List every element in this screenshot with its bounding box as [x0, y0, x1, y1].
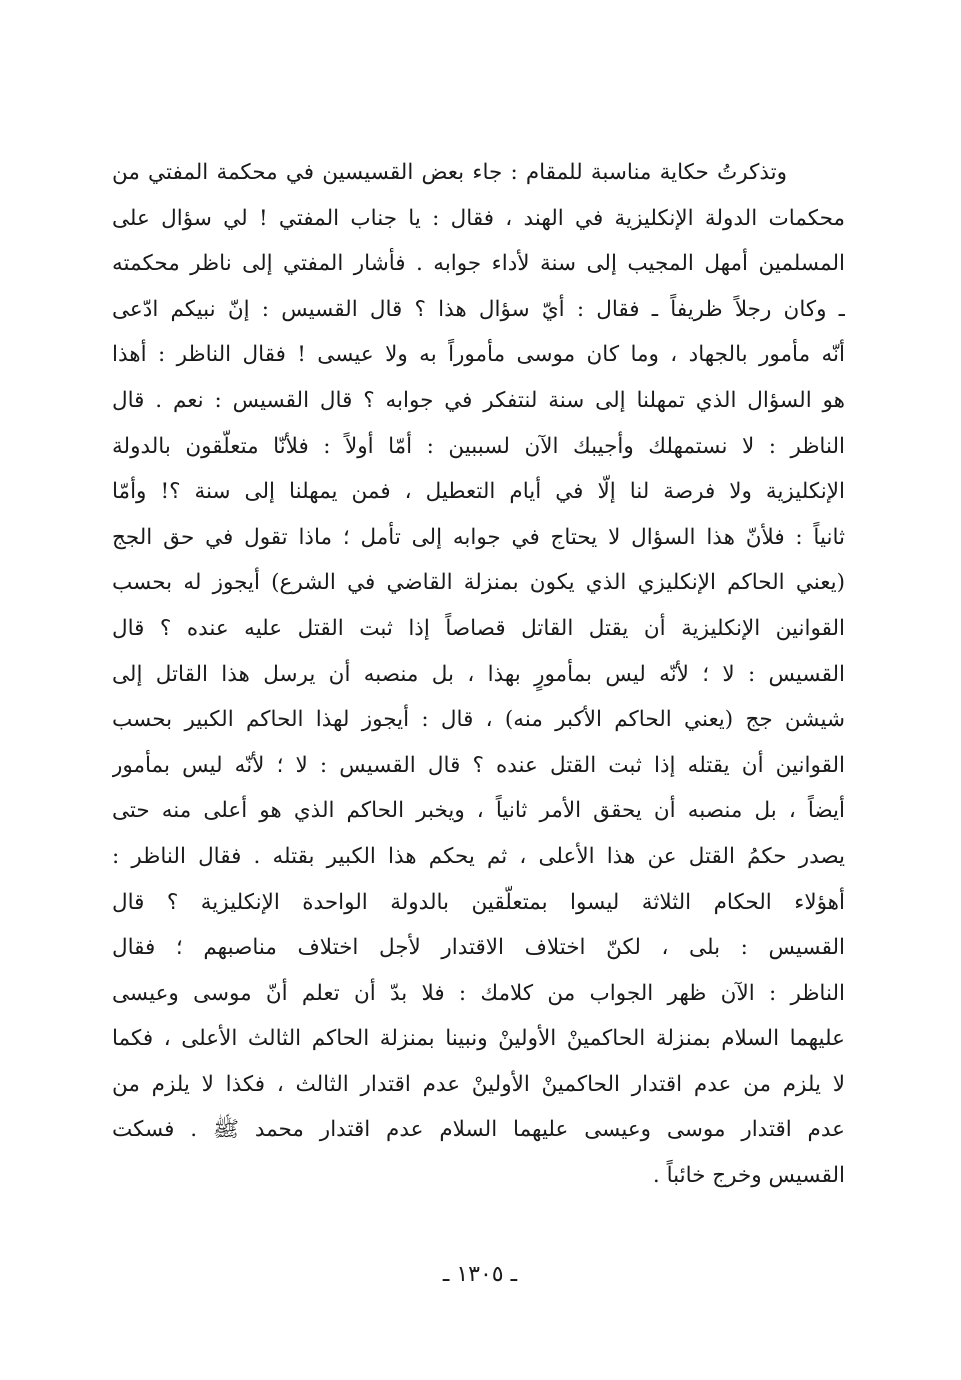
text-line: أيضاً ، بل منصبه أن يحقق الأمر ثانياً ، ويخبر الحاكم الذي هو أعلى منه حتى	[112, 798, 845, 824]
text-line: شيشن جج (يعني الحاكم الأكبر منه) ، قال : أيجوز لهذا الحاكم الكبير بحسب	[112, 707, 845, 733]
body-text	[112, 150, 845, 1199]
text-line: الإنكليزية ولا فرصة لنا إلّا في أيام التعطيل ، فمن يمهلنا إلى سنة ؟! وأمّا	[112, 479, 845, 505]
text-line: عليهما السلام بمنزلة الحاكمينْ الأولينْ ونبينا بمنزلة الحاكم الثالث الأعلى ، فكما	[112, 1026, 845, 1052]
text-line: القوانين أن يقتله إذا ثبت القتل عنده ؟ قال القسيس : لا ؛ لأنّه ليس بمأمور	[112, 752, 845, 778]
text-line: الناظر : الآن ظهر الجواب من كلامك : فلا بدّ أن تعلم أنّ موسى وعيسى	[112, 980, 845, 1006]
text-line: ثانياً : فلأنّ هذا السؤال لا يحتاج في جوابه إلى تأمل ؛ ماذا تقول في حق الجج	[112, 524, 845, 550]
text-line: القسيس : بلى ، لكنّ اختلاف الاقتدار لأجل اختلاف مناصبهم ؛ فقال	[112, 935, 845, 961]
text-line: القسيس : لا ؛ لأنّه ليس بمأمورٍ بهذا ، بل منصبه أن يرسل هذا القاتل إلى	[112, 661, 845, 687]
text-line: عدم اقتدار موسى وعيسى عليهما السلام عدم اقتدار محمد ﷺ . فسكت	[112, 1117, 845, 1143]
text-line: القسيس وخرج خائباً .	[652, 1163, 845, 1189]
text-line: الناظر : لا نستمهلك وأجيبك الآن لسببين : أمّا أولاً : فلأنّا متعلّقون بالدولة	[112, 433, 845, 459]
text-line: أهؤلاء الحكام الثلاثة ليسوا بمتعلّقين بالدولة الواحدة الإنكليزية ؟ قال	[112, 889, 845, 915]
text-line: أنّه مأمور بالجهاد ، وما كان موسى مأموراً به ولا عيسى ! فقال الناظر : أهذا	[112, 342, 845, 368]
text-line: هو السؤال الذي تمهلنا إلى سنة لنتفكر في جوابه ؟ قال القسيس : نعم . قال	[112, 387, 845, 413]
text-line: لا يلزم من عدم اقتدار الحاكمينْ الأولينْ عدم اقتدار الثالث ، فكذا لا يلزم من	[112, 1071, 845, 1097]
text-line: (يعني الحاكم الإنكليزي الذي يكون بمنزلة القاضي في الشرع) أيجوز له بحسب	[112, 570, 845, 596]
text-line: القوانين الإنكليزية أن يقتل القاتل قصاصاً إذا ثبت القتل عليه عنده ؟ قال	[112, 615, 845, 641]
page-number: ـ ١٣٠٥ ـ	[442, 1262, 518, 1287]
text-line: محكمات الدولة الإنكليزية في الهند ، فقال : يا جناب المفتي ! لي سؤال على	[112, 205, 845, 231]
text-line: المسلمين أمهل المجيب إلى سنة لأداء جوابه . فأشار المفتي إلى ناظر محكمته	[112, 251, 845, 277]
text-line: ـ وكان رجلاً ظريفاً ـ فقال : أيّ سؤال هذا ؟ قال القسيس : إنّ نبيكم ادّعى	[112, 296, 845, 322]
text-line: وتذكرتُ حكاية مناسبة للمقام : جاء بعض القسيسين في محكمة المفتي من	[112, 160, 787, 185]
text-line: يصدر حكمُ القتل عن هذا الأعلى ، ثم يحكم هذا الكبير بقتله . فقال الناظر :	[112, 843, 845, 869]
